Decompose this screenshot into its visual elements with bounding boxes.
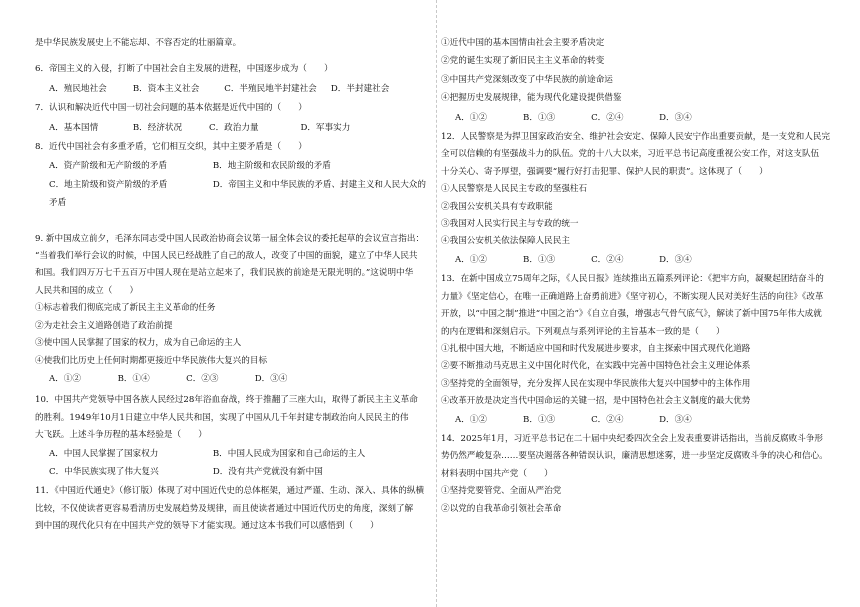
question-stem: 7．认识和解决近代中国一切社会问题的基本依据是近代中国的（ ） (35, 103, 307, 114)
statement-3: ③使中国人民掌握了国家的权力，成为自己命运的主人 (35, 338, 242, 349)
statement-2: ②为走社会主义道路创造了政治前提 (35, 320, 173, 331)
carry-over-line: 是中华民族发展史上不能忘却、不容否定的壮丽篇章。 (35, 38, 242, 48)
question-stem-line: 比较，不仅使读者更容易看清历史发展趋势及规律，而且使读者通过中国近代历史的角度，深刻了解 (35, 503, 414, 514)
question-stem-line: 到中国的现代化只有在中国共产党的领导下才能实现。通过这本书我们可以感悟到（ ） (35, 521, 379, 532)
option-a[interactable]: A．资产阶级和无产阶级的矛盾 (49, 161, 167, 172)
question-9 (35, 233, 430, 387)
question-stem-line: 力量》《坚定信心，在唯一正确道路上奋勇前进》《坚守初心，不断实现人民对美好生活的向往》《改革 (441, 291, 824, 302)
option-c[interactable]: C．②④ (591, 112, 624, 123)
statement-2: ②要不断推动马克思主义中国化时代化，在实践中完善中国特色社会主义理论体系 (441, 361, 751, 372)
question-stem-line: “当着我们举行会议的时候，中国人民已经战胜了自己的敌人，改变了中国的面貌，建立了中华人民共 (35, 251, 418, 262)
question-stem-line: 势仍然严峻复杂……要坚决遏落各种错误认识，廉清思想迷雾，进一步坚定反腐败斗争的决心和信心。 (441, 451, 828, 462)
question-stem-line: 14．2025年1月，习近平总书记在二十届中央纪委四次全会上发表重要讲话指出，当前反腐败斗争形 (441, 433, 824, 444)
option-b[interactable]: B．①③ (523, 254, 556, 265)
option-c[interactable]: C．中华民族实现了伟大复兴 (49, 466, 159, 477)
question-13 (441, 273, 833, 427)
option-d[interactable]: D．没有共产党就没有新中国 (212, 466, 323, 477)
statement-4: ④改革开放是决定当代中国命运的关键一招，是中国特色社会主义制度的最大优势 (441, 396, 751, 407)
question-stem: 8．近代中国社会有多重矛盾，它们相互交织，其中主要矛盾是（ ） (35, 142, 307, 153)
option-d[interactable]: D．③④ (254, 373, 288, 384)
option-a[interactable]: A．①② (455, 254, 487, 265)
statement-3: ③坚持党的全面领导，充分发挥人民在实现中华民族伟大复兴中国梦中的主体作用 (441, 378, 751, 389)
option-d[interactable]: D．③④ (659, 254, 692, 265)
statement-4: ④我国公安机关依法保障人民民主 (441, 236, 570, 247)
option-c[interactable]: C．半殖民地半封建社会 (224, 83, 317, 94)
statement-4: ④把握历史发展规律，能为现代化建设提供借鉴 (441, 93, 622, 104)
question-stem-line: 全可以信赖的有坚强战斗力的队伍。党的十八大以来，习近平总书记高度重视公安工作，对这支队伍 (441, 149, 820, 160)
question-stem-line: 十分关心、寄予厚望，强调要“履行好打击犯罪、保护人民的职责”。这体现了（ ） (441, 166, 768, 177)
question-stem-line: 11．《中国近代通史》（修订版）体现了对中国近代史的总体框架，通过严谨、生动、深入、具体的纵横 (35, 486, 425, 497)
option-b[interactable]: B．①④ (117, 373, 150, 384)
question-stem-line: 大飞跃。上述斗争历程的基本经验是（ ） (35, 430, 207, 441)
answer-options-row1 (35, 448, 430, 461)
left-column (35, 0, 430, 534)
option-d[interactable]: D．半封建社会 (330, 83, 390, 94)
option-c[interactable]: C．②④ (591, 254, 624, 265)
question-11-continued (441, 37, 833, 125)
statement-3: ③我国对人民实行民主与专政的统一 (441, 219, 579, 230)
question-stem: 6．帝国主义的入侵，打断了中国社会自主发展的进程，中国逐步成为（ ） (35, 64, 333, 75)
statement-1: ①坚持党要管党、全面从严治党 (441, 486, 562, 497)
option-c[interactable]: C．②④ (591, 414, 624, 425)
question-stem-line: 10．中国共产党领导中国各族人民经过28年浴血奋战，终于推翻了三座大山，取得了新民主主义革命 (35, 395, 418, 406)
answer-options-row2 (35, 466, 430, 479)
option-d-continuation: 矛盾 (49, 198, 67, 209)
question-14 (441, 433, 833, 516)
question-stem-line: 9. 新中国成立前夕，毛泽东同志受中国人民政治协商会议第一届全体会议的委托起草的会议宣言指出： (35, 233, 425, 244)
statement-3: ③中国共产党深刻改变了中华民族的前途命运 (441, 74, 613, 85)
statement-1: ①人民警察是人民民主专政的坚强柱石 (441, 184, 588, 195)
question-stem-line: 12．人民警察是为捍卫国家政治安全、维护社会安定、保障人民安宁作出重要贡献，是一支党和人民完 (441, 132, 831, 143)
option-d[interactable]: D．③④ (659, 414, 692, 425)
option-d[interactable]: D．帝国主义和中华民族的矛盾、封建主义和人民大众的 (212, 179, 426, 190)
statement-1: ①标志着我们彻底完成了新民主主义革命的任务 (35, 303, 216, 314)
option-a[interactable]: A．基本国情 (49, 122, 99, 133)
right-column (441, 0, 833, 516)
question-8 (35, 141, 430, 211)
answer-options-row1 (35, 160, 430, 173)
answer-options (35, 122, 430, 135)
statement-4: ④使我们比历史上任何时期都更接近中华民族伟大复兴的目标 (35, 355, 268, 366)
statement-2: ②以党的自我革命引领社会革命 (441, 503, 562, 514)
option-b[interactable]: B．资本主义社会 (132, 83, 200, 94)
statement-2: ②党的诞生实现了新旧民主主义革命的转变 (441, 56, 605, 67)
statement-1: ①扎根中国大地，不断适应中国和时代发展进步要求，自主探索中国式现代化道路 (441, 343, 751, 354)
option-a[interactable]: A．①② (455, 414, 487, 425)
question-stem-line: 13．在新中国成立75周年之际，《人民日报》连续推出五篇系列评论：《把牢方向，凝聚起团结奋斗的 (441, 274, 824, 285)
option-d[interactable]: D．③④ (659, 112, 692, 123)
option-d[interactable]: D．军事实力 (300, 122, 351, 133)
option-a[interactable]: A．①② (455, 112, 487, 123)
question-stem-line: 开放，以“中国之制”推进“中国之治”》《自立自强，增强志气骨气底气》，解读了新中国75年伟大成就 (441, 309, 822, 320)
question-stem-line: 和国。我们四万万七千五百万中国人现在是站立起来了，我们民族的前途是无限光明的。”这说明中华 (35, 268, 414, 279)
column-divider (436, 0, 437, 607)
answer-options (441, 112, 833, 125)
answer-options-row2 (35, 179, 430, 192)
option-a[interactable]: A．殖民地社会 (49, 83, 107, 94)
option-b[interactable]: B．经济状况 (132, 122, 183, 133)
question-stem-line: 的胜利。1949年10月1日建立中华人民共和国，实现了中国从几千年封建专制政治向人民民主的伟 (35, 412, 409, 423)
question-10 (35, 394, 430, 479)
answer-options (35, 83, 430, 96)
question-6 (35, 63, 430, 96)
statement-1: ①近代中国的基本国情由社会主要矛盾决定 (441, 38, 605, 48)
option-b[interactable]: B．地主阶级和农民阶级的矛盾 (212, 161, 331, 172)
statement-2: ②我国公安机关具有专政职能 (441, 201, 553, 212)
answer-options (35, 373, 430, 386)
question-11 (35, 485, 430, 533)
option-a[interactable]: A．中国人民掌握了国家权力 (49, 448, 159, 459)
option-b[interactable]: B．①③ (523, 414, 556, 425)
option-c[interactable]: C．地主阶级和资产阶级的矛盾 (49, 179, 168, 190)
answer-options (441, 414, 833, 427)
option-b[interactable]: B．①③ (523, 112, 556, 123)
option-c[interactable]: C．②③ (186, 373, 219, 384)
option-c[interactable]: C．政治力量 (209, 122, 259, 133)
question-stem-line: 人民共和国的成立（ ） (35, 285, 139, 296)
question-stem-line: 材料表明中国共产党（ ） (441, 468, 553, 479)
question-stem-line: 的内在逻辑和深刻启示。下列观点与系列评论的主旨基本一致的是（ ） (441, 326, 725, 337)
question-7 (35, 102, 430, 135)
option-b[interactable]: B．中国人民成为国家和自己命运的主人 (212, 448, 366, 459)
option-a[interactable]: A．①② (49, 373, 81, 384)
question-12 (441, 131, 833, 267)
answer-options (441, 254, 833, 267)
